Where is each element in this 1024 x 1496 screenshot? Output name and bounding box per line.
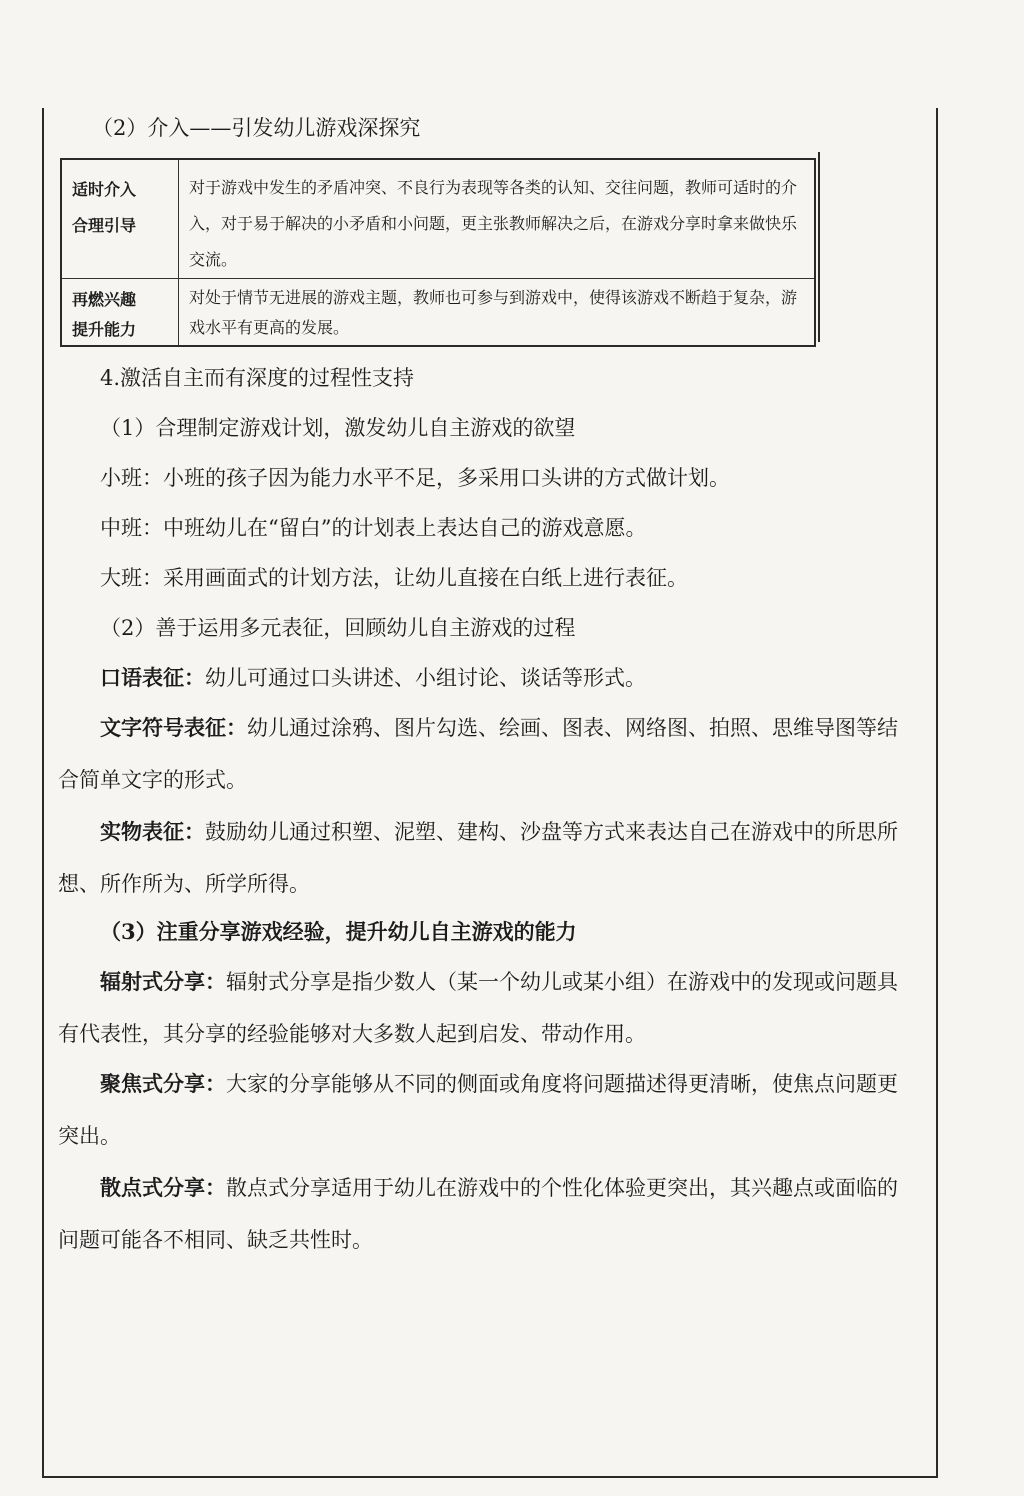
sub1-item-small: 小班：小班的孩子因为能力水平不足，多采用口头讲的方式做计划。 bbox=[100, 466, 730, 490]
sub3-item-radial: 辐射式分享：辐射式分享是指少数人（某一个幼儿或某小组）在游戏中的发现或问题具有代表性，其分享的经验能够对大多数人起到启发、带动作用。 bbox=[58, 969, 898, 1046]
intervention-table bbox=[60, 158, 816, 347]
sub2-item-oral: 口语表征：幼儿可通过口头讲述、小组讨论、谈话等形式。 bbox=[100, 665, 646, 690]
label-line: 适时介入 bbox=[72, 180, 137, 199]
table-right-border bbox=[818, 152, 820, 342]
sub3-item-focus: 聚焦式分享：大家的分享能够从不同的侧面或角度将问题描述得更清晰，使焦点问题更突出。 bbox=[58, 1071, 898, 1148]
row-content: 对处于情节无进展的游戏主题，教师也可参与到游戏中，使得该游戏不断趋于复杂，游戏水平有更高的发展。 bbox=[179, 279, 816, 347]
table-row bbox=[61, 279, 815, 347]
table-row bbox=[61, 159, 815, 279]
sub1-title: （1）合理制定游戏计划，激发幼儿自主游戏的欲望 bbox=[100, 416, 576, 440]
heading-4: 4.激活自主而有深度的过程性支持 bbox=[100, 366, 415, 390]
section-heading: （2）介入——引发幼儿游戏深探究 bbox=[92, 116, 421, 140]
sub3-title: （3）注重分享游戏经验，提升幼儿自主游戏的能力 bbox=[100, 919, 577, 944]
sub2-item-symbol: 文字符号表征：幼儿通过涂鸦、图片勾选、绘画、图表、网络图、拍照、思维导图等结合简单文字的形式。 bbox=[58, 715, 898, 792]
label-line: 提升能力 bbox=[72, 320, 137, 339]
row-content: 对于游戏中发生的矛盾冲突、不良行为表现等各类的认知、交往问题，教师可适时的介入，对于易于解决的小矛盾和小问题，更主张教师解决之后，在游戏分享时拿来做快乐交流。 bbox=[179, 159, 816, 279]
label-line: 合理引导 bbox=[72, 216, 137, 235]
sub2-item-object: 实物表征：鼓励幼儿通过积塑、泥塑、建构、沙盘等方式来表达自己在游戏中的所思所想、所作所为、所学所得。 bbox=[58, 819, 898, 896]
row-label bbox=[61, 279, 179, 347]
row-label bbox=[61, 159, 179, 279]
label-line: 再燃兴趣 bbox=[72, 290, 137, 309]
sub1-item-middle: 中班：中班幼儿在“留白”的计划表上表达自己的游戏意愿。 bbox=[100, 516, 647, 540]
sub2-title: （2）善于运用多元表征，回顾幼儿自主游戏的过程 bbox=[100, 616, 576, 640]
sub3-item-scatter: 散点式分享：散点式分享适用于幼儿在游戏中的个性化体验更突出，其兴趣点或面临的问题可能各不相同、缺乏共性时。 bbox=[58, 1175, 898, 1252]
sub1-item-large: 大班：采用画面式的计划方法，让幼儿直接在白纸上进行表征。 bbox=[100, 566, 688, 590]
